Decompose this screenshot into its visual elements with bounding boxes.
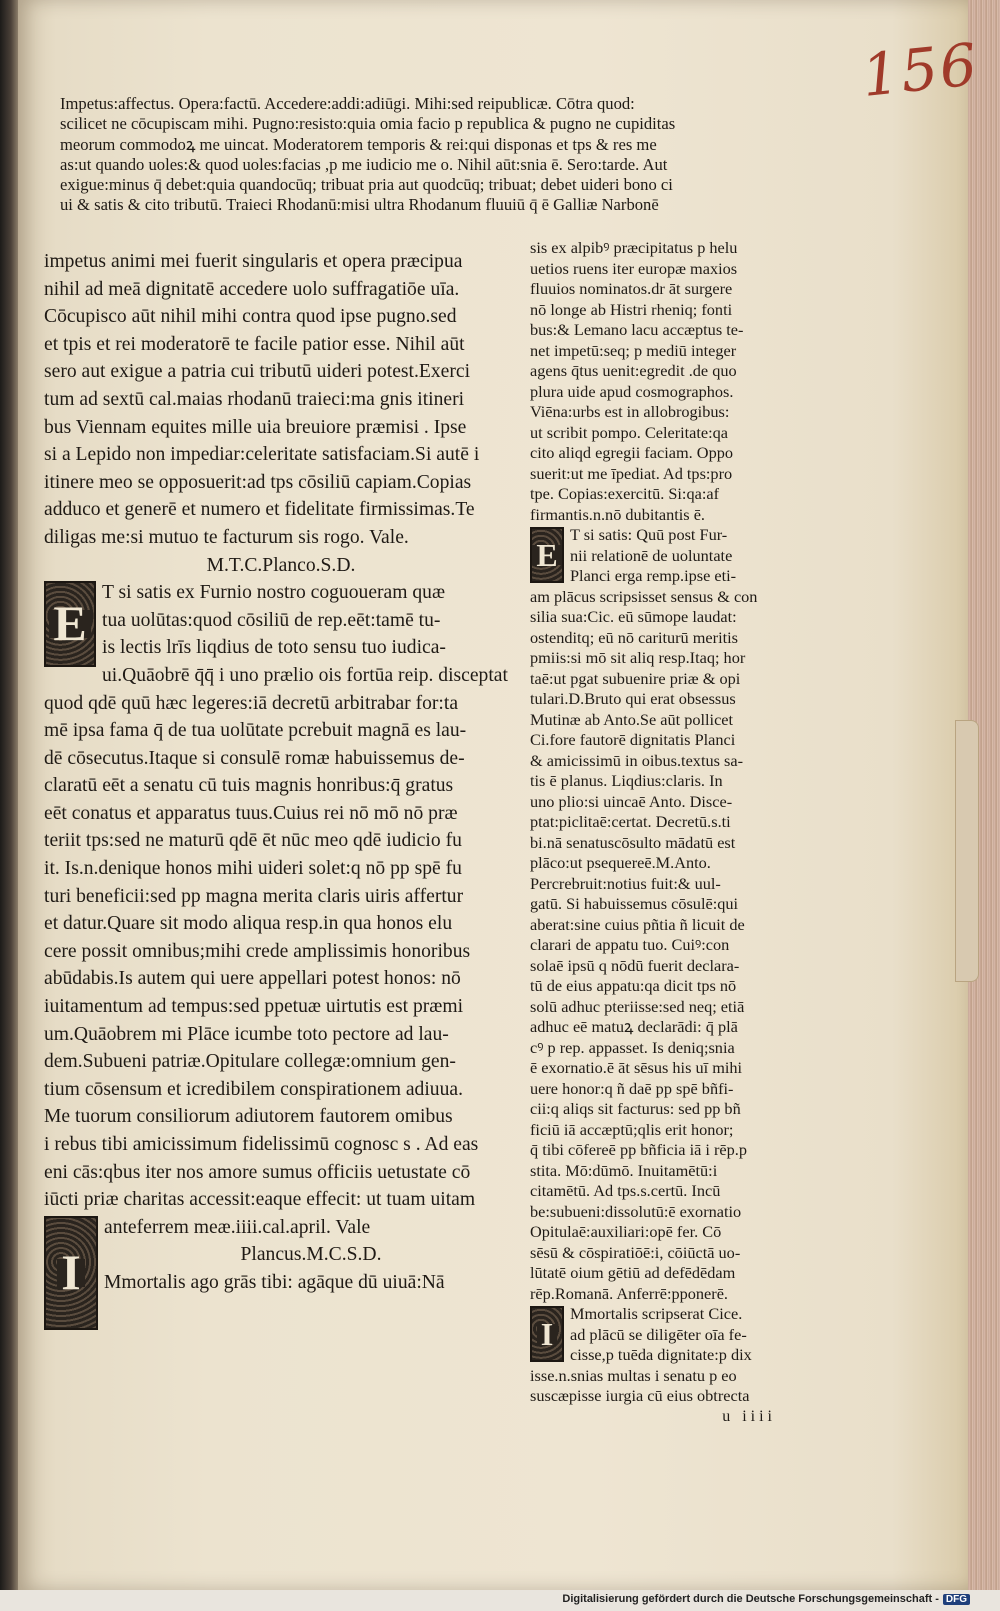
initial-letter-e: E [44, 581, 96, 667]
commentary-line: T si satis: Quū post Fur- [570, 525, 728, 544]
commentary-line: citamētū. Ad tps.s.certū. Incū [530, 1181, 721, 1200]
main-line: iuitamentum ad tempus:sed ppetuæ uirtutis est præmi [44, 996, 464, 1018]
commentary-line: uno plio:si uincaē Anto. Disce- [530, 791, 733, 811]
commentary-line: clarari de appatu tuo. Cuiꝰ:con [530, 935, 730, 954]
main-line: quod qdē quū hæc legeres:iā decretū arbitrabar for:ta [44, 692, 459, 714]
commentary-line: solū adhuc pteriisse:sed neq; etiā [530, 996, 745, 1016]
commentary-line: suerit:ut me īpediat. Ad tps:pro [530, 463, 733, 483]
commentary-line: taē:ut pgat subuenire priæ & opi [530, 668, 741, 688]
commentary-line: cꝰ p rep. appasset. Is deniq;snia [530, 1037, 735, 1057]
main-line: Me tuorum consiliorum adiutorem fautorem omibus [44, 1106, 453, 1128]
commentary-line: plura uide apud cosmographos. [530, 381, 734, 401]
main-line: Mmortalis ago grās tibi: agāque dū uiuā:Nā [104, 1271, 445, 1293]
commentary-line: net impetū:seq; p mediū integer [530, 340, 737, 360]
main-line: ui.Quāobrē q̄q̄ i uno prælio ois fortūa reip. disceptat [102, 664, 508, 686]
commentary-line: Impetus:affectus. Opera:factū. Accedere:addi:adiūgi. Mihi:sed reipublicæ. Cōtra quod: [60, 94, 635, 113]
main-line: it. Is.n.denique honos mihi uideri solet:q nō pp spē fu [44, 858, 462, 880]
main-line: turi beneficii:sed pp magna merita claris uiris affertur [44, 885, 464, 907]
commentary-line: plāco:ut psequereē.M.Anto. [530, 853, 711, 872]
commentary-line: uetios ruens iter europæ maxios [530, 258, 738, 278]
letter-heading: M.T.C.Planco.S.D. [206, 554, 356, 576]
book-binding [0, 0, 18, 1611]
commentary-line: stita. Mō:dūmō. Inuitamētū:i [530, 1160, 718, 1180]
main-line: sero aut exigue a patria cui tributū uideri potest.Exerci [44, 361, 471, 383]
commentary-line: cisse,p tuēda dignitate:p dix [570, 1345, 752, 1364]
commentary-line: ut scribit pompo. Celeritate:qa [530, 422, 729, 442]
commentary-line: Mmortalis scripserat Cice. [570, 1304, 743, 1323]
commentary-line: & amicissimū in oibus.textus sa- [530, 750, 743, 770]
signature-mark: u iiii [722, 1407, 776, 1425]
commentary-line: agens q̄tus uenit:egredit .de quo [530, 361, 737, 380]
main-line: diligas me:si mutuo te facturum sis rogo. Vale. [44, 526, 409, 548]
commentary-line: isse.n.snias multas i senatu p eo [530, 1365, 737, 1385]
main-line: eēt conatus et apparatus tuus.Cuius rei nō mō nō præ [44, 802, 458, 824]
commentary-initial-e: E [530, 527, 564, 583]
main-line: anteferrem meæ.iiii.cal.april. Vale [104, 1216, 371, 1238]
main-text-column [44, 248, 518, 1330]
commentary-line: ficiū iā accæptū;qlis erit honor; [530, 1119, 734, 1139]
commentary-line: ad plācū se diligēter oīa fe- [570, 1324, 747, 1344]
commentary-line: lūtatē oium gētiū ad defēdēdam [530, 1263, 736, 1282]
commentary-line: tulari.D.Bruto qui erat obsessus [530, 689, 736, 708]
commentary-line: gatū. Si habuissemus cōsulē:qui [530, 894, 739, 913]
main-line: tium cōsensum et icredibilem conspirationem adiuua. [44, 1078, 463, 1100]
main-line: itinere meo se opposuerit:ad tps cōsiliū capiam.Copias [44, 471, 472, 493]
commentary-line: fluuios nominatos.dr āt surgere [530, 279, 733, 298]
folio-number: 156 [858, 30, 982, 110]
main-line: um.Quāobrem mi Plāce icumbe toto pectore ad lau- [44, 1023, 449, 1045]
main-line: si a Lepido non impediar:celeritate satisfaciam.Si autē i [44, 444, 480, 466]
commentary-line: q̄ tibi cōfereē pp bñficia iā i rēp.p [530, 1140, 747, 1159]
commentary-line: Ci.fore fautorē dignitatis Planci [530, 730, 736, 749]
main-line: T si satis ex Furnio nostro coguoueram quæ [102, 582, 446, 604]
commentary-line: Planci erga remp.ipse eti- [570, 566, 737, 585]
main-line: et datur.Quare sit modo aliqua resp.in qua honos elu [44, 913, 453, 935]
commentary-line: pmiis:si mō sit aliq resp.Itaq; hor [530, 648, 746, 667]
main-line: i rebus tibi amicissimum fidelissimū cognosc s . Ad eas [44, 1134, 479, 1155]
commentary-line: solaē ipsū q nōdū fuerit declara- [530, 955, 740, 975]
main-line: et tpis et rei moderatorē te facile patior esse. Nihil aūt [44, 333, 465, 355]
commentary-line: ui & satis & cito tributū. Traieci Rhodanū:misi ultra Rhodanum fluuiū q̄ ē Galliæ Narbonē [60, 195, 659, 215]
commentary-line: Viēna:urbs est in allobrogibus: [530, 402, 730, 421]
main-line: mē ipsa fama q̄ de tua uolūtate pcrebuit magnā es lau- [44, 720, 467, 742]
commentary-line: Opitulaē:auxiliari:opē fer. Cō [530, 1222, 722, 1241]
footer-text: Digitalisierung gefördert durch die Deutsche Forschungsgemeinschaft - [562, 1593, 939, 1605]
letter-heading-2: Plancus.M.C.S.D. [240, 1244, 382, 1266]
commentary-line: suscæpisse iurgia cū eius obtrecta [530, 1386, 750, 1405]
commentary-line: silia sua:Cic. eū sūmope laudat: [530, 607, 737, 626]
commentary-line: tpe. Copias:exercitū. Si:qa:af [530, 484, 719, 503]
commentary-line: bus:& Lemano lacu accæptus te- [530, 320, 744, 339]
commentary-line: be:subueni:dissolutū:ē exornatio [530, 1201, 742, 1221]
main-line: nihil ad meā dignitatē accedere uolo suffragatiōe uīa. [44, 278, 460, 300]
main-line: bus Viennam equites mille uia breuiore præmisi . Ipse [44, 416, 467, 438]
commentary-line: am plācus scripsisset sensus & con [530, 586, 758, 606]
commentary-line: sis ex alpibꝰ præcipitatus p helu [530, 238, 738, 257]
commentary-line: cito aliqd egregii faciam. Oppo [530, 443, 733, 462]
commentary-line: meorum commodoꝝ me uincat. Moderatorem temporis & rei:qui disponas et tps & res me [60, 134, 657, 154]
commentary-line: Percrebruit:notius fuit:& uul- [530, 873, 721, 893]
commentary-line: ostenditq; eū nō cariturū meritis [530, 627, 738, 647]
commentary-line: as:ut quando uoles:& quod uoles:facias ,p me iudicio me o. Nihil aūt:snia ē. Sero:tarde. Aut [60, 154, 668, 174]
commentary-line: cii:q aliqs sit facturus: sed pp bñ [530, 1099, 741, 1118]
commentary-line: bi.nā senatuscōsulto mādatū est [530, 832, 736, 852]
commentary-line: scilicet ne cōcupiscam mihi. Pugno:resisto:quia omia facio p republica & pugno ne cupiditas [60, 114, 676, 134]
commentary-line: aberat:sine cuius pñtia ñ licuit de [530, 914, 745, 934]
main-line: tum ad sextū cal.maias rhodanū traieci:ma gnis itineri [44, 388, 465, 410]
dfg-logo: DFG [943, 1594, 970, 1605]
main-line: tua uolūtas:quod cōsiliū de rep.eēt:tamē tu- [102, 609, 441, 631]
main-line: is lectis lrīs liqdius de toto sensu tuo iudica- [102, 637, 446, 659]
commentary-line: uere honor:q ñ daē pp spē bñfi- [530, 1078, 734, 1098]
main-line: dē cōsecutus.Itaque si consulē romæ habuissemus de- [44, 747, 465, 769]
main-line: eni cās:qbus iter nos amore sumus officiis uetustate cō [44, 1161, 471, 1183]
commentary-initial-i: I [530, 1306, 564, 1362]
main-line: iūcti priæ charitas accessit:eaque effecit: ut tuam uitam [44, 1189, 476, 1211]
commentary-line: Mutinæ ab Anto.Se aūt pollicet [530, 709, 734, 729]
commentary-right-column [530, 238, 816, 1427]
commentary-line: exigue:minus q̄ debet:quia quandocūq; tribuat pria aut quodcūq; tribuat; debet uideri bono ci [60, 175, 673, 195]
commentary-line: nō longe ab Histri rheniq; fonti [530, 299, 733, 319]
initial-letter-i: I [44, 1216, 98, 1330]
commentary-line: rēp.Romanā. Anferrē:pponerē. [530, 1283, 729, 1303]
commentary-line: tū de eius appatu:qa dicit tps nō [530, 976, 737, 995]
main-line: cere possit omnibus;mihi crede amplissimis honoribus [44, 940, 471, 962]
commentary-line: nii relationē de uoluntate [570, 545, 733, 565]
commentary-line: ē exornatio.ē āt sēsus his uī mihi [530, 1058, 743, 1077]
footer-credit [562, 1593, 970, 1605]
commentary-top [60, 94, 840, 216]
page-clip [955, 720, 979, 982]
main-line: adduco et generē et numero et fidelitate firmissimas.Te [44, 499, 475, 521]
commentary-line: ptat:piclitaē:certat. Decretū.s.ti [530, 812, 731, 831]
commentary-line: adhuc eē matuꝝ declarādi: q̄ plā [530, 1017, 738, 1036]
commentary-line: firmantis.n.nō dubitantis ē. [530, 504, 705, 524]
main-line: impetus animi mei fuerit singularis et opera præcipua [44, 251, 463, 272]
main-line: dem.Subueni patriæ.Opitulare collegæ:omnium gen- [44, 1051, 456, 1073]
commentary-line: sēsū & cōspiratiōē:i, cōiūctā uo- [530, 1242, 741, 1262]
main-line: teriit tps:sed ne maturū qdē ēt nūc meo qdē iudicio fu [44, 830, 462, 852]
main-line: Cōcupisco aūt nihil mihi contra quod ipse pugno.sed [44, 306, 457, 328]
commentary-line: tis ē planus. Liqdius:claris. In [530, 771, 723, 790]
main-line: abūdabis.Is autem qui uere appellari potest honos: nō [44, 968, 461, 990]
main-line: claratū eēt a senatu cū tuis magnis honribus:q̄ gratus [44, 775, 454, 797]
